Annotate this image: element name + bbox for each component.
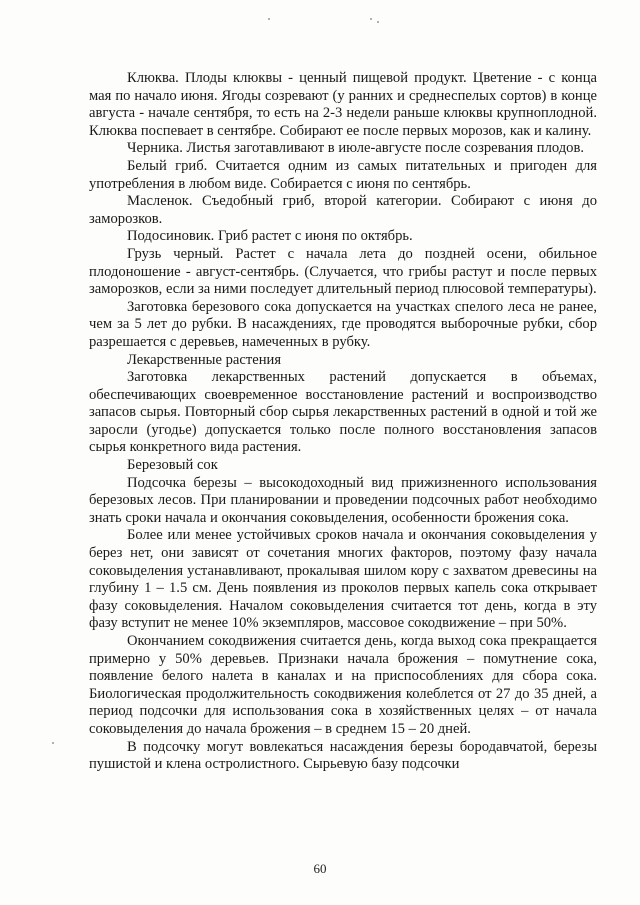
paragraph-klyukva: Клюква. Плоды клюквы - ценный пищевой продукт. Цветение - с конца мая по начало июня. Ягоды созревают (у ранних и среднеспелых сортов) в конце августа - начале сентября, то есть на 2-3 недели раньше клюквы крупноплодной. Клюква поспевает в сентябре. Собирают ее после первых морозов, как и калину.	[89, 70, 597, 139]
scan-speck	[268, 18, 270, 20]
paragraph-maslenok: Масленок. Съедобный гриб, второй категории. Собирают с июня до заморозков.	[89, 193, 597, 227]
paragraph-gruzd: Грузь черный. Растет с начала лета до поздней осени, обильное плодоношение - август-сентябрь. (Случается, что грибы растут и после первых заморозков, если за ними последует длительный период плюсовой температуры).	[89, 245, 597, 298]
scan-speck	[370, 18, 372, 20]
paragraph-okonchanie: Окончанием сокодвижения считается день, когда выход сока прекращается примерно у 50% деревьев. Признаки начала брожения – помутнение сока, появление белого налета в каналах и на приспособлениях для сбора сока. Биологическая продолжительность сокодвижения колеблется от 27 до 35 дней, а период подсочки для использования сока в хозяйственных целях – от начала соковыделения до начала брожения – в среднем 15 – 20 дней.	[89, 633, 597, 737]
paragraph-belyi-grib: Белый гриб. Считается одним из самых питательных и пригоден для употребления в любом виде. Собирается с июня по сентябрь.	[89, 157, 597, 192]
heading-lekarstvennye-rasteniya: Лекарственные растения	[127, 351, 282, 368]
scan-speck	[52, 742, 54, 744]
paragraph-berezovyi-sok-zagotovka: Заготовка березового сока допускается на участках спелого леса не ранее, чем за 5 лет до рубки. В насаждениях, где проводятся выборочные рубки, сбор разрешается с деревьев, намеченных в рубку.	[89, 298, 597, 350]
paragraph-sroki: Более или менее устойчивых сроков начала и окончания соковыделения у берез нет, они зависят от сочетания многих факторов, поэтому фазу начала соковыделения устанавливают, прокалывая шилом кору с захватом древесины на глубину 1 – 1.5 см. День появления из проколов первых капель сока открывает фазу соковыделения. Началом соковыделения считается тот день, когда в эту фазу вступит не менее 10% экземпляров, массовое сокодвижение – при 50%.	[89, 527, 597, 632]
paragraph-podsochka: Подсочка березы – высокодоходный вид прижизненного использования березовых лесов. При планировании и проведении подсочных работ необходимо знать сроки начала и окончания соковыделения, особенности брожения сока.	[89, 474, 597, 526]
paragraph-lekarstvennye: Заготовка лекарственных растений допускается в объемах, обеспечивающих своевременное восстановление растений и воспроизводство запасов сырья. Повторный сбор сырья лекарственных растений в одной и той же заросли (угодье) допускается только после полного восстановления запасов сырья конкретного вида растения.	[89, 369, 597, 456]
paragraph-nasazhdeniya: В подсочку могут вовлекаться насаждения березы бородавчатой, березы пушистой и клена остролистного. Сырьевую базу подсочки	[89, 738, 597, 773]
paragraph-podosinovik: Подосиновик. Гриб растет с июня по октябрь.	[127, 228, 413, 245]
heading-berezovyi-sok: Березовый сок	[127, 457, 218, 474]
paragraph-chernika: Черника. Листья заготавливают в июле-августе после созревания плодов.	[127, 140, 585, 157]
scan-speck	[377, 21, 379, 23]
page-number: 60	[313, 861, 327, 876]
body-text	[89, 70, 597, 774]
